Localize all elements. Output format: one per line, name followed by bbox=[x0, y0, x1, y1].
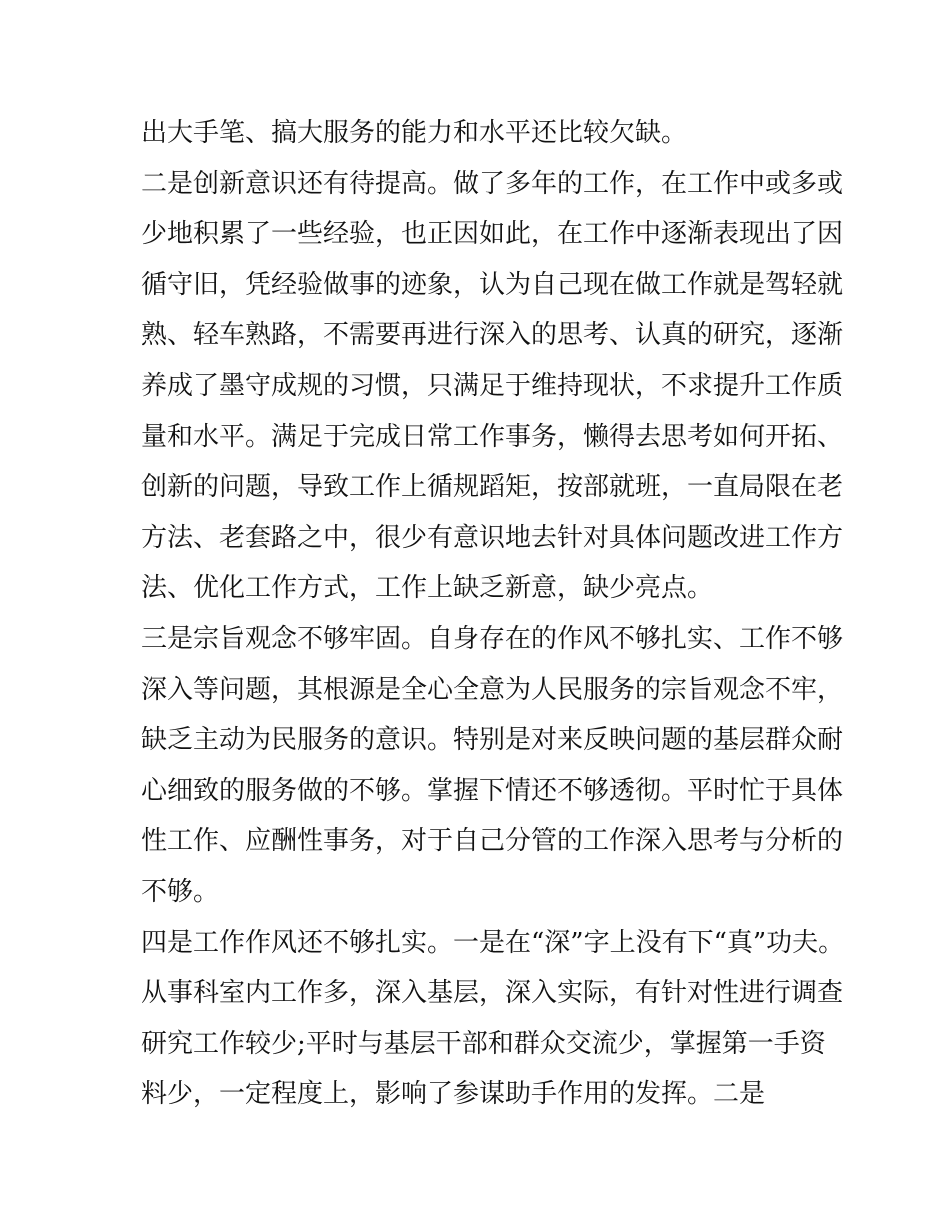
text-line: 性工作、应酬性事务，对于自己分管的工作深入思考与分析的 bbox=[141, 826, 844, 857]
text-line: 创新的问题，导致工作上循规蹈矩，按部就班，一直局限在老 bbox=[141, 472, 844, 503]
text-line: 熟、轻车熟路，不需要再进行深入的思考、认真的研究，逐渐 bbox=[141, 320, 844, 351]
text-line: 方法、老套路之中，很少有意识地去针对具体问题改进工作方 bbox=[141, 522, 844, 553]
text-line: 循守旧，凭经验做事的迹象，认为自己现在做工作就是驾轻就 bbox=[141, 269, 844, 300]
body-text bbox=[141, 108, 845, 1120]
text-line: 四是工作作风还不够扎实。一是在“深”字上没有下“真”功夫。 bbox=[141, 927, 845, 958]
text-line: 三是宗旨观念不够牢固。自身存在的作风不够扎实、工作不够 bbox=[141, 623, 844, 654]
text-line: 少地积累了一些经验，也正因如此，在工作中逐渐表现出了因 bbox=[141, 219, 844, 250]
text-line: 养成了墨守成规的习惯，只满足于维持现状，不求提升工作质 bbox=[141, 370, 844, 401]
text-line: 从事科室内工作多，深入基层，深入实际，有针对性进行调查 bbox=[141, 978, 844, 1009]
text-line: 深入等问题，其根源是全心全意为人民服务的宗旨观念不牢， bbox=[141, 674, 844, 705]
text-line: 量和水平。满足于完成日常工作事务，懒得去思考如何开拓、 bbox=[141, 421, 844, 452]
text-line: 研究工作较少;平时与基层干部和群众交流少，掌握第一手资 bbox=[141, 1028, 826, 1059]
text-line: 出大手笔、搞大服务的能力和水平还比较欠缺。 bbox=[141, 118, 688, 148]
text-line: 缺乏主动为民服务的意识。特别是对来反映问题的基层群众耐 bbox=[141, 725, 844, 756]
text-line: 二是创新意识还有待提高。做了多年的工作，在工作中或多或 bbox=[141, 168, 844, 199]
text-line: 料少，一定程度上，影响了参谋助手作用的发挥。二是 bbox=[141, 1079, 766, 1110]
text-line: 不够。 bbox=[141, 876, 220, 907]
text-line: 心细致的服务做的不够。掌握下情还不够透彻。平时忙于具体 bbox=[141, 775, 844, 806]
text-line: 法、优化工作方式，工作上缺乏新意，缺少亮点。 bbox=[141, 573, 714, 604]
